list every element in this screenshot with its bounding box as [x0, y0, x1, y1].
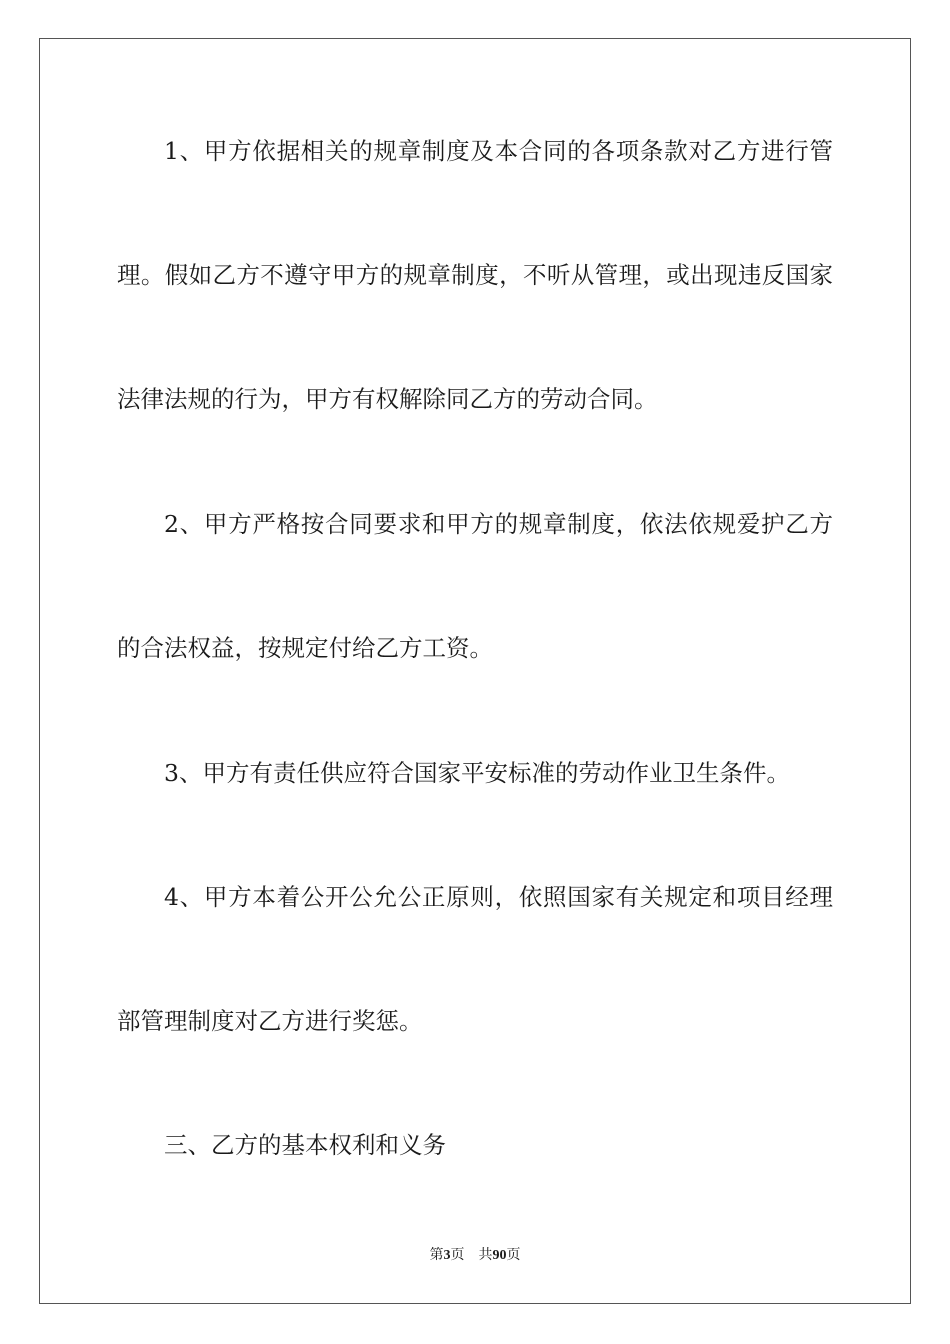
paragraph-3-line-1: 3、甲方有责任供应符合国家平安标准的劳动作业卫生条件。 [164, 759, 790, 787]
page-suffix: 页 [450, 1248, 465, 1263]
paragraph-2-line-2: 的合法权益，按规定付给乙方工资。 [117, 634, 493, 662]
paragraph-1-line-3: 法律法规的行为，甲方有权解除同乙方的劳动合同。 [117, 385, 658, 413]
total-pages-number: 90 [492, 1248, 507, 1263]
paragraph-2-line-1: 2、甲方严格按合同要求和甲方的规章制度，依法依规爱护乙方 [164, 510, 833, 538]
page-border [39, 38, 911, 1304]
page-prefix: 第 [429, 1248, 444, 1263]
page-footer [0, 1247, 950, 1265]
current-page-number: 3 [443, 1248, 451, 1263]
paragraph-1-line-1: 1、甲方依据相关的规章制度及本合同的各项条款对乙方进行管 [164, 137, 833, 165]
paragraph-4-line-1: 4、甲方本着公开公允公正原则，依照国家有关规定和项目经理 [164, 883, 833, 911]
total-prefix: 共 [478, 1248, 493, 1263]
paragraph-4-line-2: 部管理制度对乙方进行奖惩。 [117, 1007, 423, 1035]
total-suffix: 页 [506, 1248, 521, 1263]
section-heading: 三、乙方的基本权利和义务 [164, 1131, 446, 1159]
paragraph-1-line-2: 理。假如乙方不遵守甲方的规章制度，不听从管理，或出现违反国家 [117, 261, 833, 289]
